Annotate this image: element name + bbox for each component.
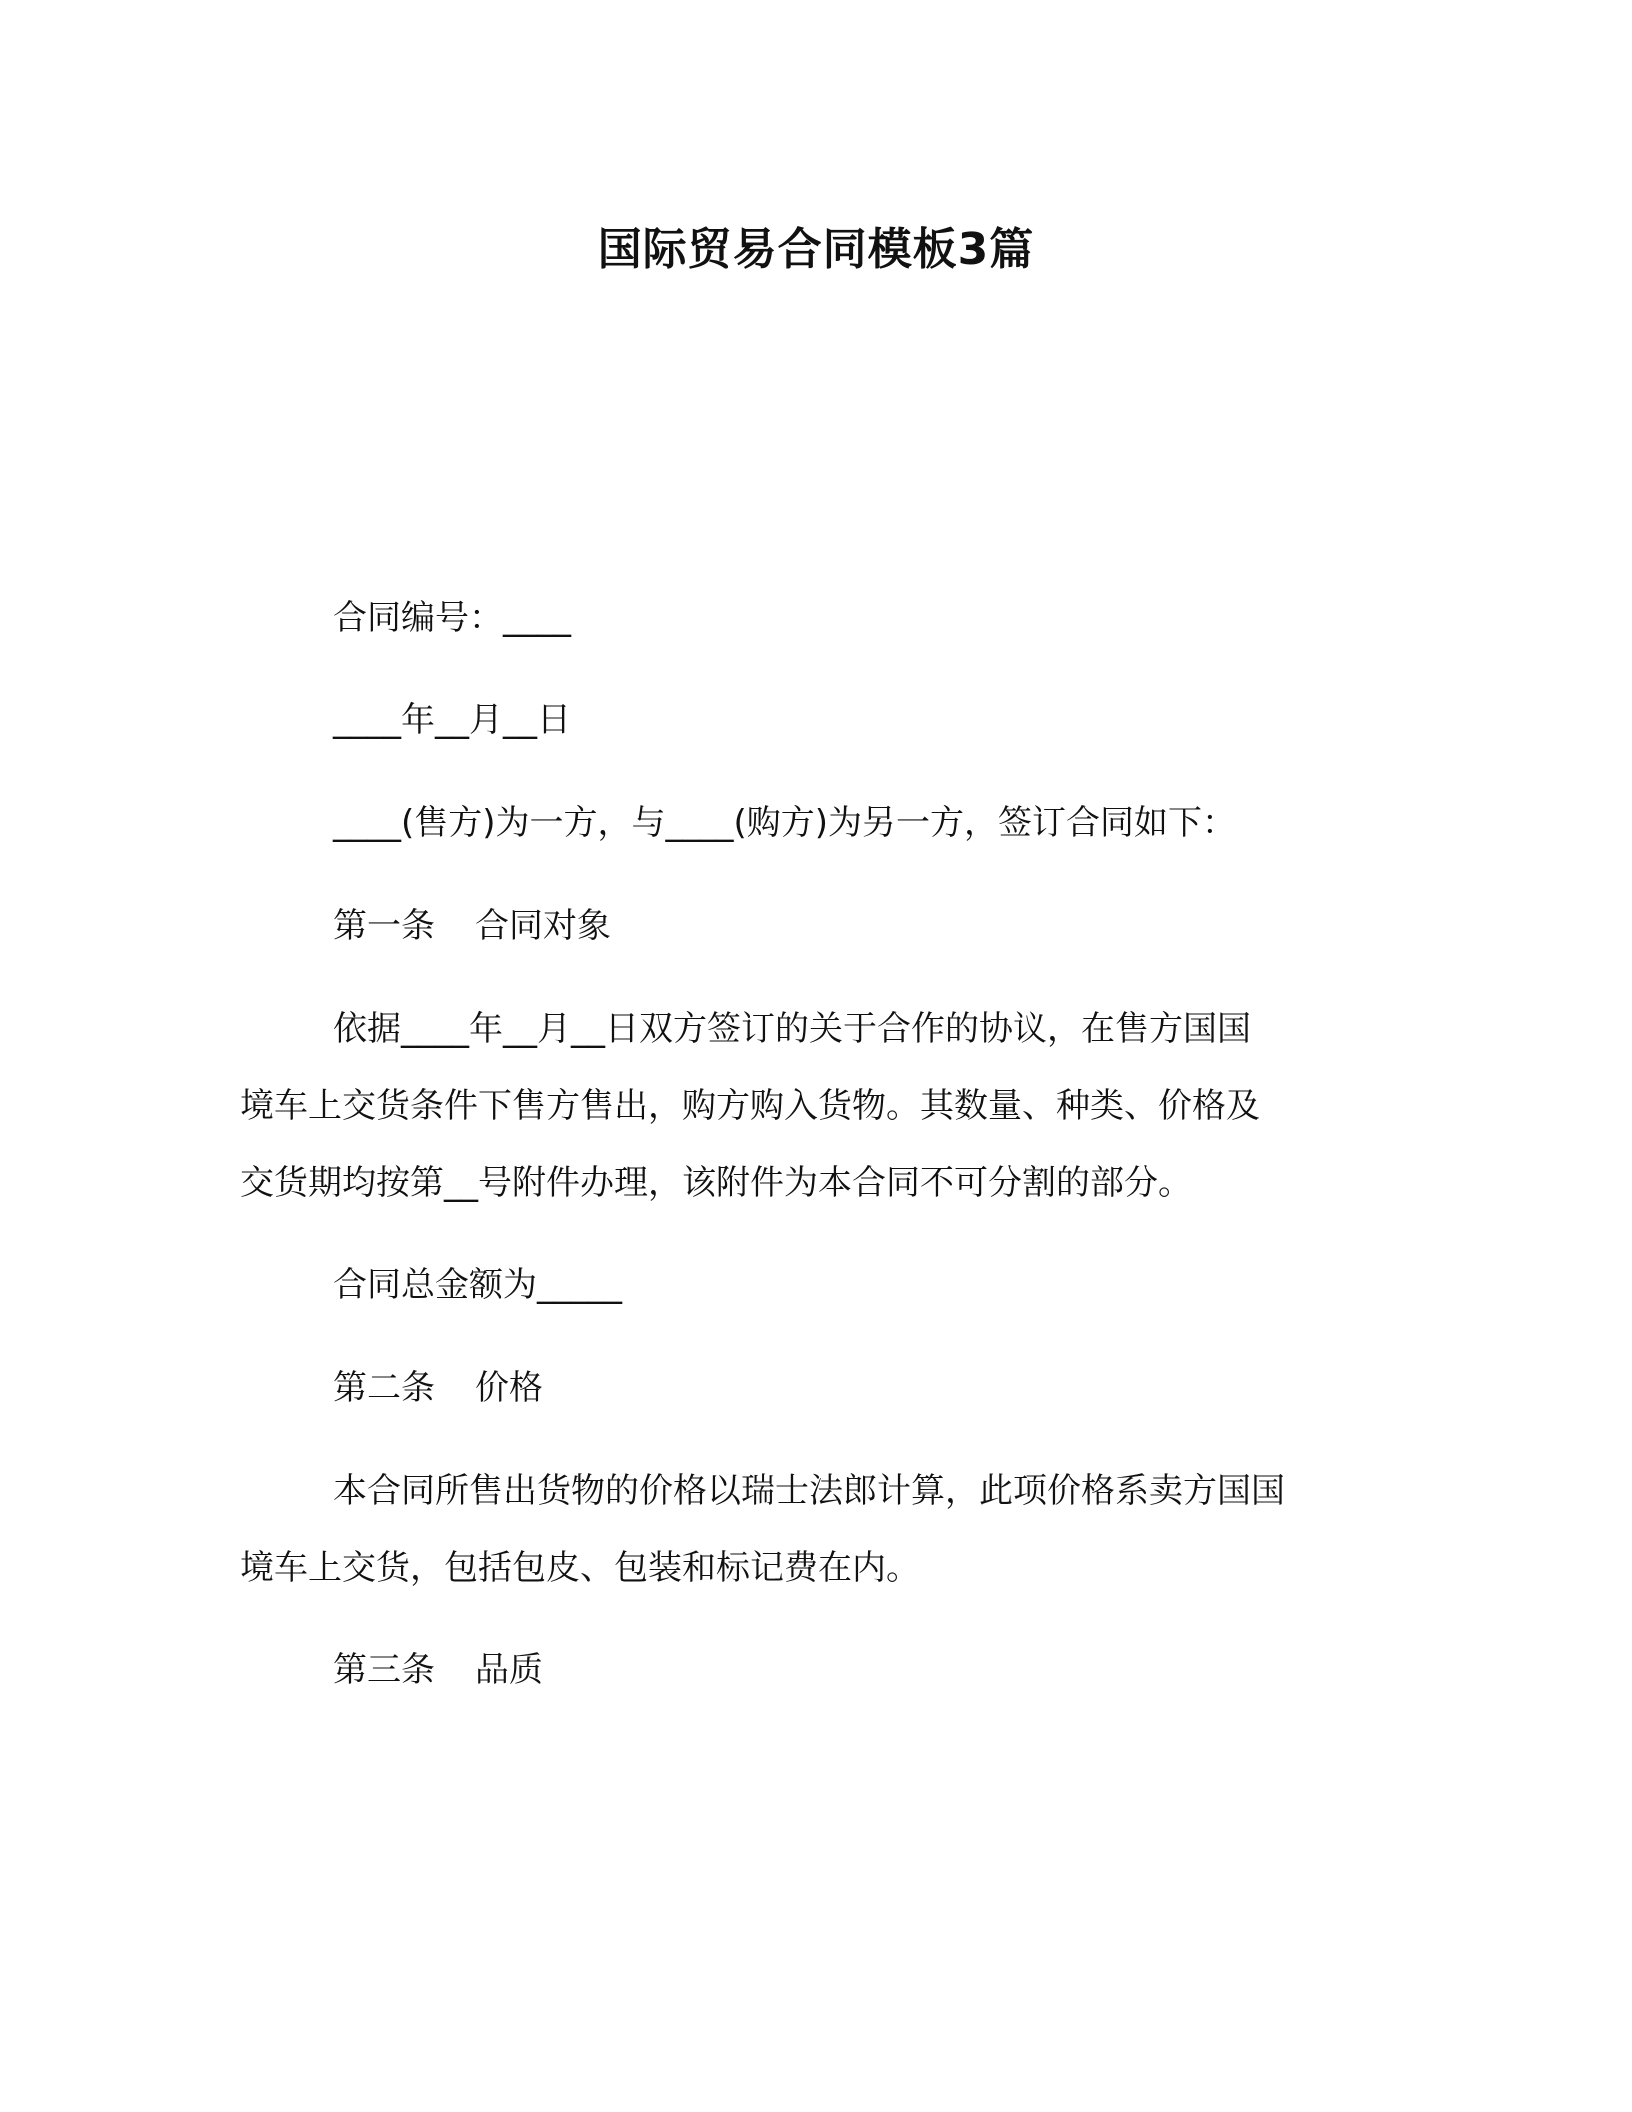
parties-line: ____(售方)为一方，与____(购方)为另一方，签订合同如下： bbox=[333, 803, 1237, 843]
article-3-heading bbox=[333, 1648, 543, 1692]
contract-number: 合同编号：____ bbox=[333, 598, 571, 638]
article-1-heading bbox=[333, 904, 611, 948]
contract-total-amount: 合同总金额为_____ bbox=[333, 1265, 622, 1305]
article-1-paragraph-line-3: 交货期均按第__号附件办理，该附件为本合同不可分割的部分。 bbox=[240, 1163, 1192, 1203]
article-2-heading bbox=[333, 1366, 543, 1410]
article-1-paragraph-line-2: 境车上交货条件下售方售出，购方购入货物。其数量、种类、价格及 bbox=[240, 1086, 1260, 1126]
article-2-title: 价格 bbox=[475, 1368, 543, 1408]
article-2-paragraph-line-1: 本合同所售出货物的价格以瑞士法郎计算，此项价格系卖方国国 bbox=[333, 1471, 1285, 1511]
article-1-title: 合同对象 bbox=[475, 906, 611, 946]
document-title: 国际贸易合同模板3篇 bbox=[597, 224, 1035, 275]
article-1-paragraph-line-1: 依据____年__月__日双方签订的关于合作的协议，在售方国国 bbox=[333, 1009, 1251, 1049]
article-2-number: 第二条 bbox=[333, 1368, 435, 1408]
article-3-title: 品质 bbox=[475, 1650, 543, 1690]
article-3-number: 第三条 bbox=[333, 1650, 435, 1690]
article-2-paragraph-line-2: 境车上交货，包括包皮、包装和标记费在内。 bbox=[240, 1548, 920, 1588]
article-1-number: 第一条 bbox=[333, 906, 435, 946]
date-line: ____年__月__日 bbox=[333, 700, 571, 740]
